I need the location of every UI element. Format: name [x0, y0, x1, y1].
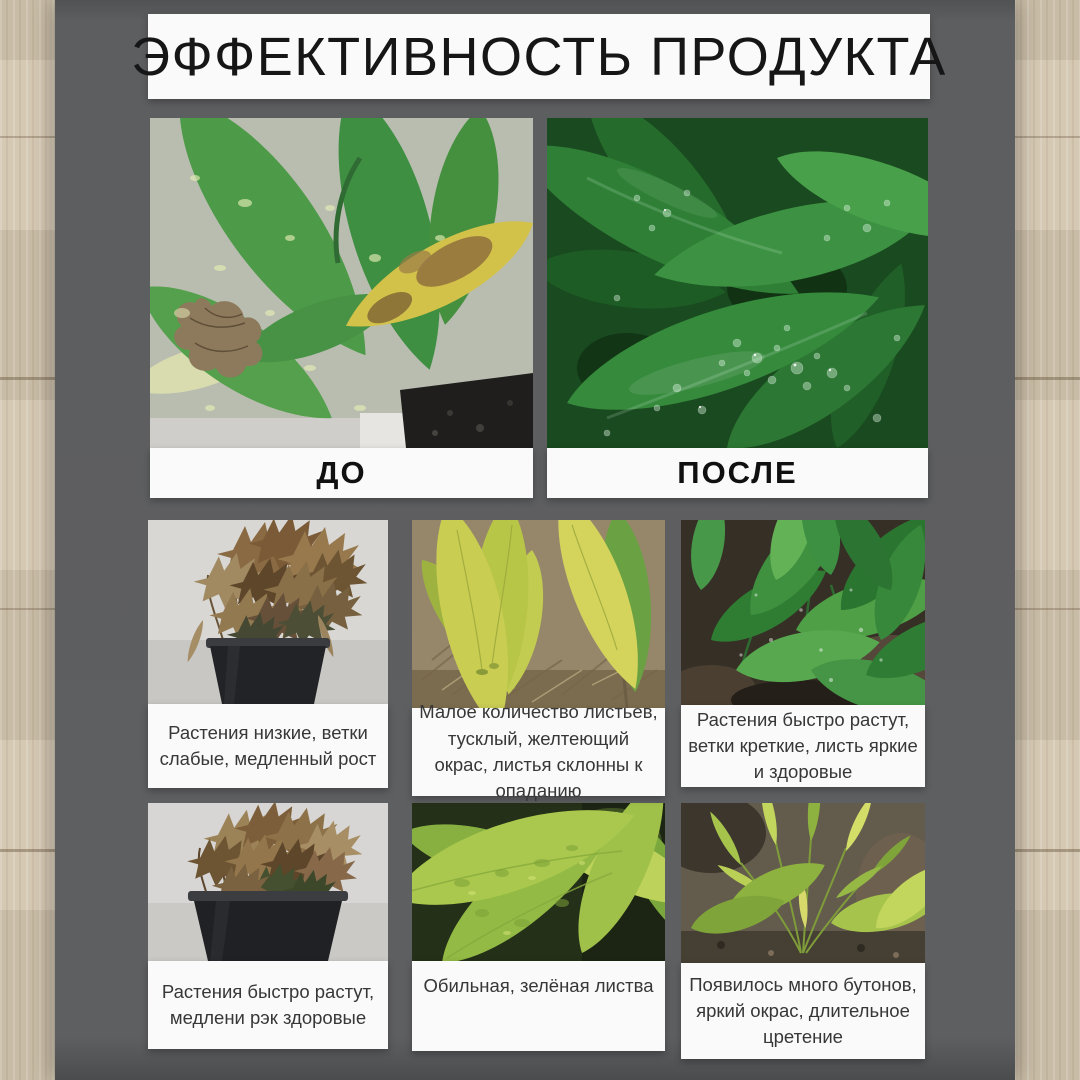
page-title: ЭФФЕКТИВНОСТЬ ПРОДУКТА: [131, 26, 947, 87]
caption-text: Растения быстро растут, ветки креткие, листь яркие и здоровые: [688, 708, 918, 783]
caption-text: Растения быстро растут, медлени рэк здоровые: [161, 980, 375, 1028]
caption-garden-plant: [681, 963, 925, 1059]
garden-plant-photo: [681, 803, 925, 963]
after-photo: [547, 118, 928, 448]
title-banner: [131, 14, 947, 99]
before-photo: [150, 118, 533, 448]
gray-card: [55, 0, 1015, 1080]
after-label: [547, 448, 928, 498]
caption-yellowing-leaves: [412, 701, 665, 802]
after-label-text: ПОСЛЕ: [677, 455, 798, 490]
healthy-bush-photo: [681, 520, 925, 705]
caption-healthy-bush: [681, 705, 925, 787]
before-label: [150, 448, 533, 498]
caption-text: Малое количество листьев, тусклый, желтеющий окрас, листья склонны к опаданию: [419, 701, 658, 802]
before-label-text: ДО: [316, 455, 367, 490]
caption-text: Растения низкие, ветки слабые, медленный рост: [159, 721, 377, 769]
caption-withered-plant: [148, 704, 388, 788]
caption-lush-foliage: [412, 961, 665, 1051]
caption-text: Появилось много бутонов, яркий окрас, длительное цретение: [689, 973, 917, 1048]
caption-text: Обильная, зелёная листва: [423, 975, 654, 996]
yellowing-leaves-photo: [412, 520, 665, 708]
withered-plant-photo: [148, 520, 388, 704]
dried-rose-bush-photo: [148, 803, 388, 961]
lush-foliage-photo: [412, 803, 665, 961]
caption-dried-rose-bush: [148, 961, 388, 1049]
